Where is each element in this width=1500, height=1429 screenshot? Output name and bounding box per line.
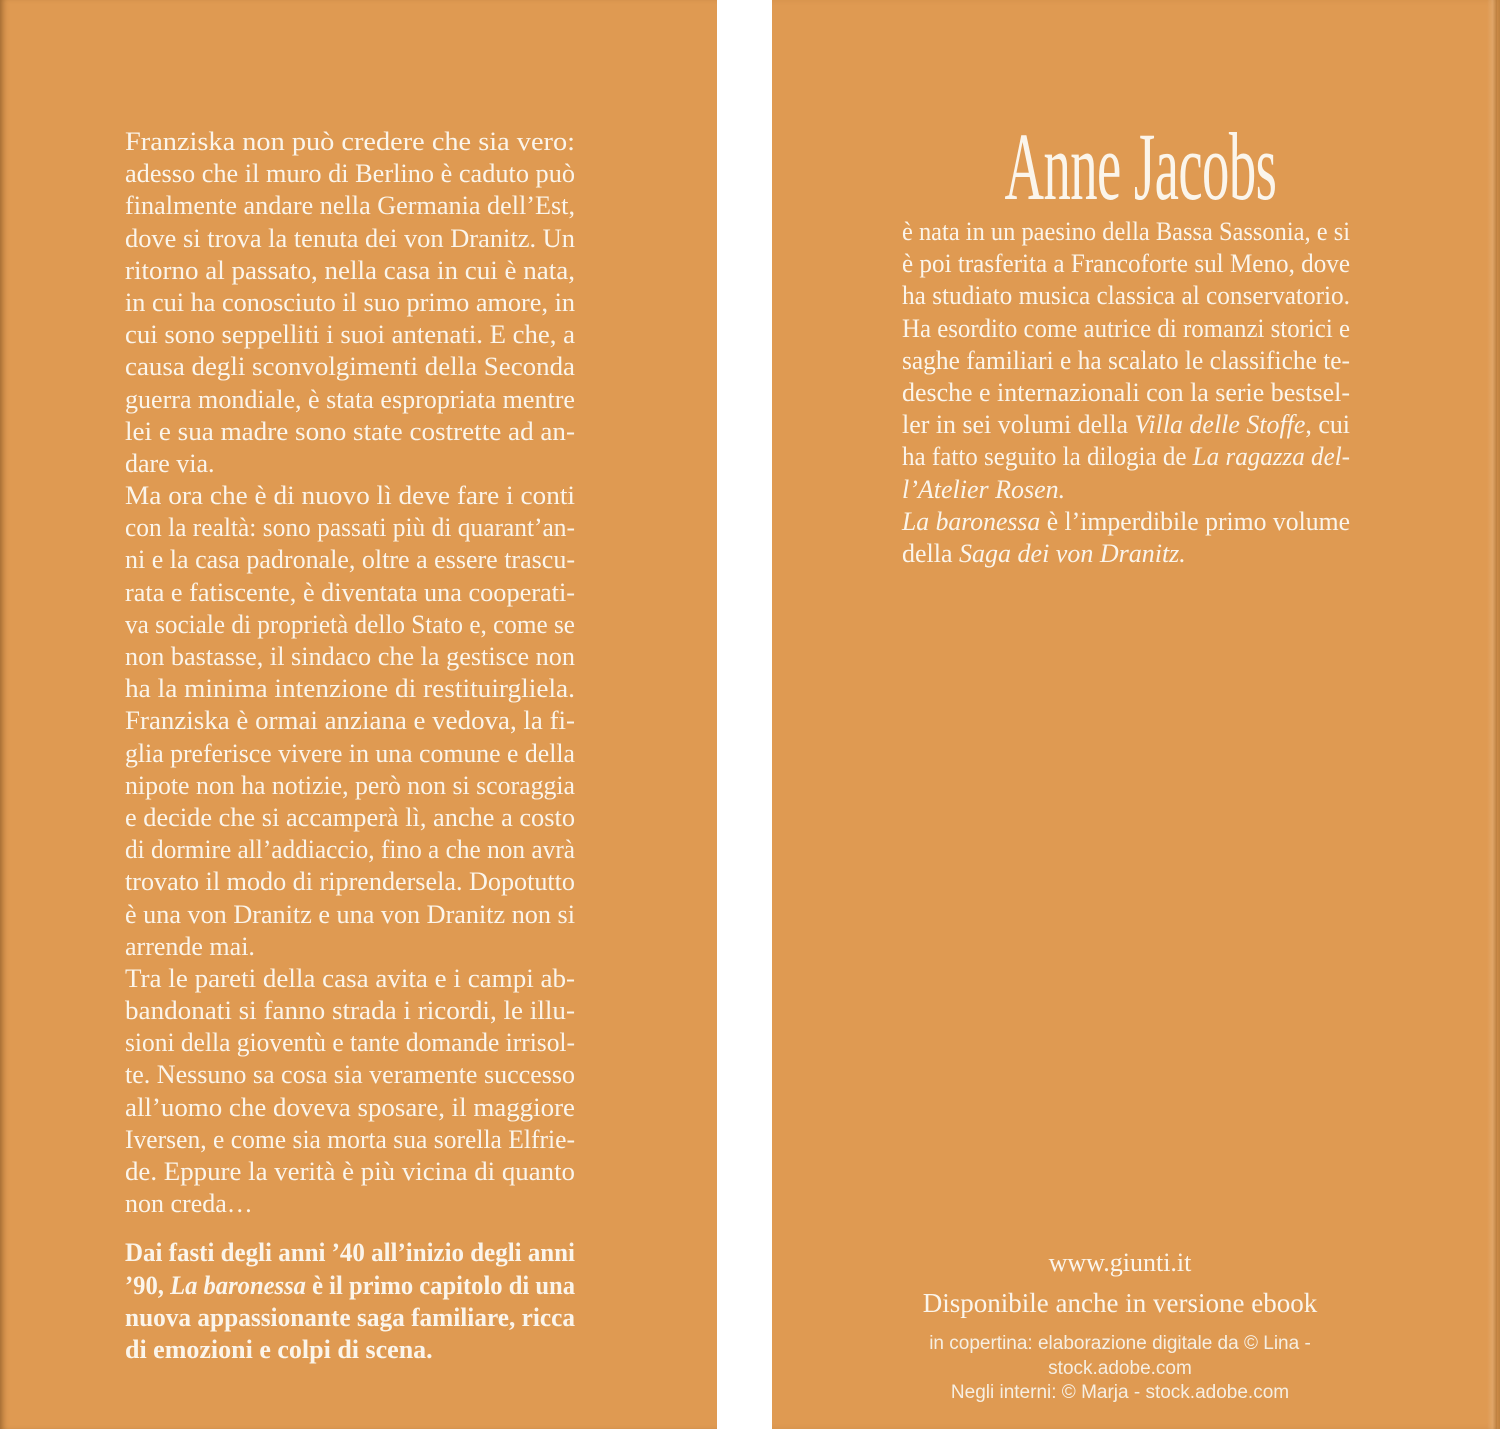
text-line: Tra le pareti della casa avita e i campi ab- (125, 963, 575, 993)
right-flap (772, 0, 1500, 1429)
text-line: è poi trasferita a Francoforte sul Meno, dove (902, 249, 1350, 279)
text-line: in cui ha conosciuto il suo primo amore, in (125, 287, 575, 317)
text-line: Ha esordito come autrice di romanzi storici e (902, 313, 1350, 343)
text-line: di emozioni e colpi di scena. (125, 1334, 433, 1364)
text-line: glia preferisce vivere in una comune e della (125, 738, 575, 768)
left-flap (0, 0, 717, 1429)
text-line: arrende mai. (125, 931, 255, 961)
interior-credit: Negli interni: © Marja - stock.adobe.com (950, 1382, 1290, 1403)
text-line: ha fatto seguito la dilogia de La ragazza del- (902, 442, 1350, 472)
text-line: sioni della gioventù e tante domande irrisol- (125, 1028, 575, 1058)
text-line: di dormire all’addiaccio, fino a che non avrà (125, 835, 575, 865)
text-line: desche e internazionali con la serie bestsel- (902, 377, 1350, 407)
text-line: trovato il modo di riprendersela. Dopotutto (125, 867, 575, 897)
text-line: ni e la casa padronale, oltre a essere trascu- (125, 545, 575, 575)
text-line: La baronessa è l’imperdibile primo volume (902, 506, 1350, 536)
text-line: bandonati si fanno strada i ricordi, le illu- (125, 996, 575, 1026)
text-line: rata e fatiscente, è diventata una cooperati- (125, 577, 575, 607)
text-line: ritorno al passato, nella casa in cui è nata, (125, 255, 575, 285)
text-line: l’Atelier Rosen. (902, 474, 1066, 504)
synopsis-paragraph (125, 1237, 575, 1366)
text-line: de. Eppure la verità è più vicina di quanto (125, 1157, 575, 1186)
image-credits (896, 1332, 1344, 1406)
synopsis-paragraph (125, 480, 575, 963)
author-name (902, 113, 1350, 220)
text-line: Dai fasti degli anni ’40 all’inizio degli anni (125, 1238, 575, 1268)
author-name-text: Anne Jacobs (1004, 113, 1277, 220)
cover-credit: in copertina: elaborazione digitale da © Lina - stock.adobe.com (929, 1333, 1311, 1379)
text-line: Iversen, e come sia morta sua sorella Elfrie- (125, 1124, 575, 1154)
text-line: ha studiato musica classica al conservatorio. (902, 281, 1350, 311)
text-line: causa degli sconvolgimenti della Seconda (125, 352, 575, 382)
text-line: Ma ora che è di nuovo lì deve fare i conti (125, 481, 575, 511)
ebook-availability-note: Disponibile anche in versione ebook (922, 1288, 1318, 1318)
flap-footer (896, 1246, 1344, 1406)
text-line: nipote non ha notizie, però non si scoraggia (125, 770, 575, 800)
text-line: della Saga dei von Dranitz. (902, 538, 1186, 568)
text-line: con la realtà: sono passati più di quarant’an- (125, 513, 575, 543)
text-line: Franziska è ormai anziana e vedova, la fi- (125, 706, 575, 736)
text-line: è nata in un paesino della Bassa Sassonia, e si (902, 217, 1350, 246)
publisher-website: www.giunti.it (1048, 1248, 1192, 1277)
author-bio (902, 216, 1350, 570)
text-line: non creda… (125, 1189, 253, 1219)
text-line: lei e sua madre sono state costrette ad an- (125, 416, 575, 446)
text-line: Franziska non può credere che sia vero: (125, 127, 575, 156)
text-line: dare via. (125, 448, 215, 478)
text-line: ’90, La baronessa è il primo capitolo di una (125, 1270, 575, 1300)
text-line: va sociale di proprietà dello Stato e, come se (125, 609, 575, 639)
bio-paragraph (902, 506, 1350, 570)
text-line: saghe familiari e ha scalato le classifiche te- (902, 345, 1350, 375)
synopsis (125, 126, 575, 1366)
text-line: adesso che il muro di Berlino è caduto può (125, 159, 575, 189)
synopsis-paragraph (125, 963, 575, 1221)
text-line: non bastasse, il sindaco che la gestisce non (125, 642, 575, 671)
text-line: guerra mondiale, è stata espropriata mentre (125, 384, 575, 414)
synopsis-paragraph (125, 126, 575, 480)
text-line: cui sono seppelliti i suoi antenati. E che, a (125, 320, 575, 350)
text-line: finalmente andare nella Germania dell’Est, (125, 191, 575, 221)
text-line: nuova appassionante saga familiare, ricca (125, 1302, 575, 1332)
text-line: te. Nessuno sa cosa sia veramente successo (125, 1060, 575, 1090)
text-line: dove si trova la tenuta dei von Dranitz. Un (125, 223, 575, 253)
text-line: e decide che si accamperà lì, anche a costo (125, 802, 575, 832)
text-line: ha la minima intenzione di restituirgliela. (125, 674, 575, 704)
bio-paragraph (902, 216, 1350, 506)
text-line: all’uomo che doveva sposare, il maggiore (125, 1092, 575, 1122)
text-line: è una von Dranitz e una von Dranitz non si (125, 899, 575, 929)
text-line: ler in sei volumi della Villa delle Stoffe, cui (902, 410, 1350, 440)
